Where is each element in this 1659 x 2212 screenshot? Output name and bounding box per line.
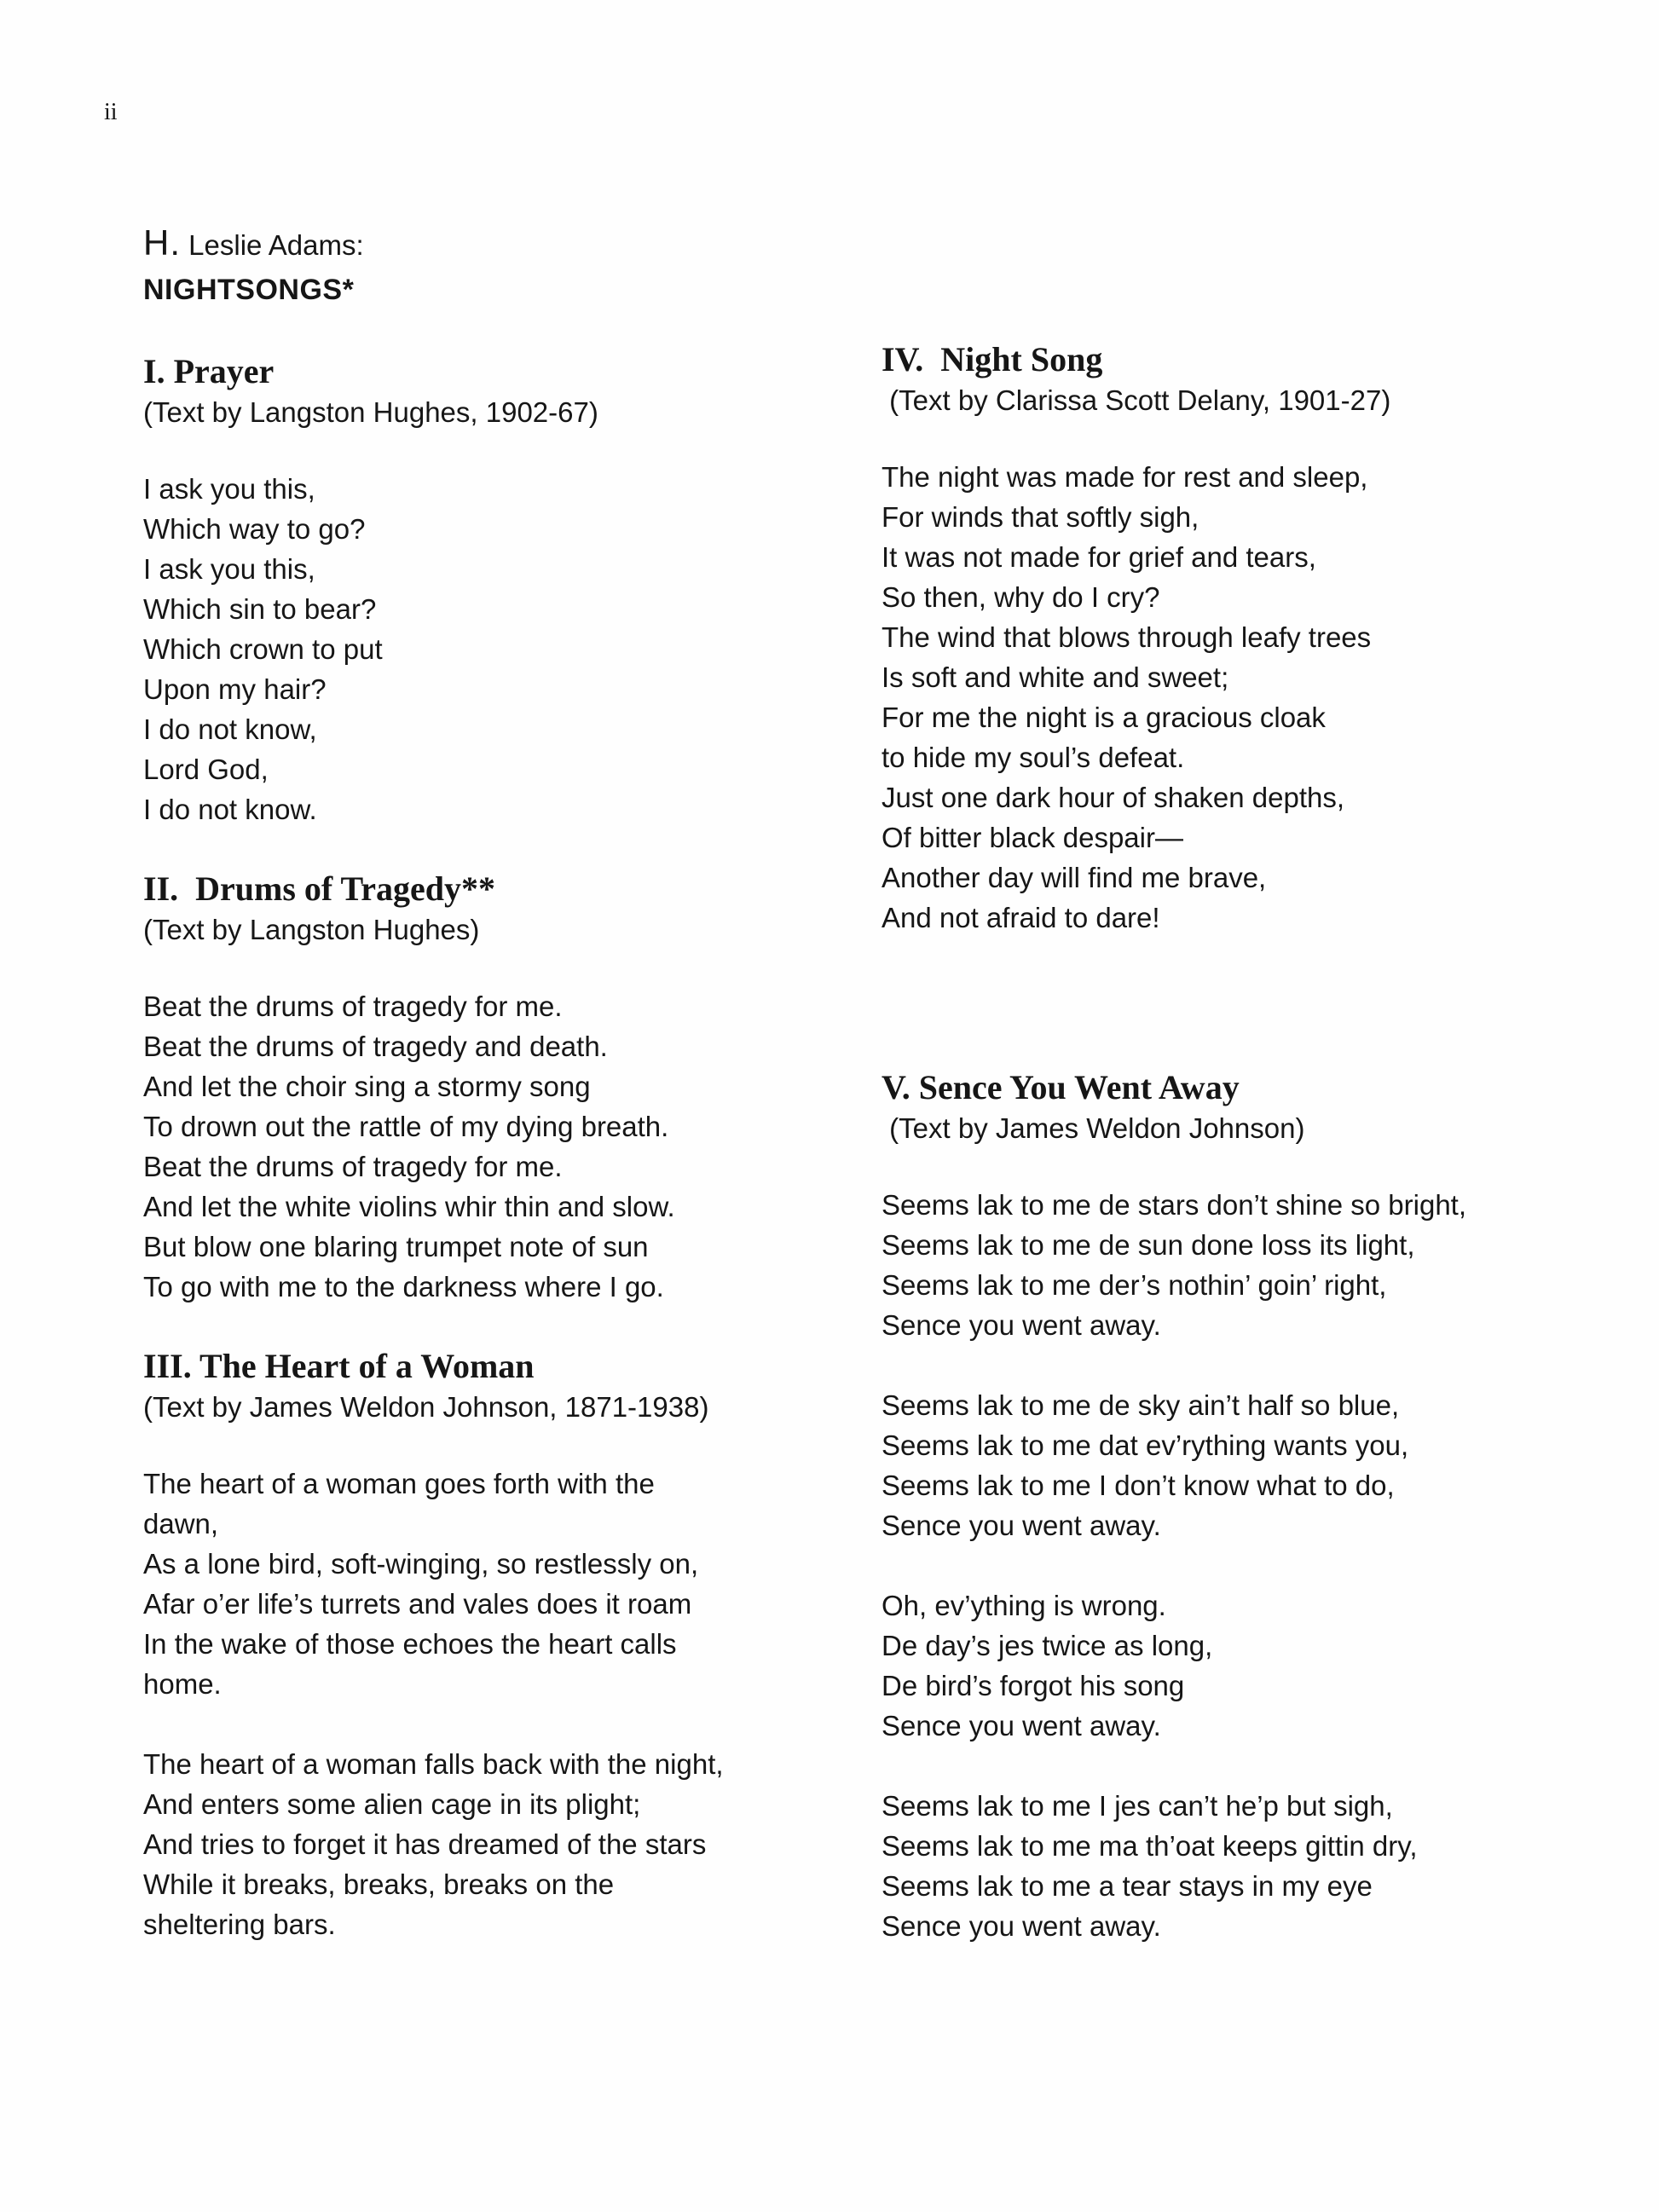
poem-line: In the wake of those echoes the heart calls <box>143 1628 677 1660</box>
poem-line: To drown out the rattle of my dying breath. <box>143 1111 669 1142</box>
section-iii-heart-of-a-woman <box>143 1346 893 1944</box>
poem-line: Seems lak to me der’s nothin’ goin’ right, <box>882 1269 1387 1301</box>
stanza <box>882 1585 1632 1746</box>
poem-line: It was not made for grief and tears, <box>882 541 1316 573</box>
poem-byline: (Text by Langston Hughes, 1902-67) <box>143 396 598 428</box>
poem-line: Upon my hair? <box>143 673 327 705</box>
poem-byline: (Text by Langston Hughes) <box>143 914 480 945</box>
poem-byline: (Text by James Weldon Johnson) <box>882 1112 1305 1144</box>
work-title: NIGHTSONGS* <box>143 274 355 306</box>
poem-line: De day’s jes twice as long, <box>882 1630 1213 1661</box>
poem-line: I do not know. <box>143 794 317 825</box>
stanza <box>143 469 893 829</box>
poem-line: Seems lak to me de sun done loss its light, <box>882 1229 1415 1261</box>
poem-byline: (Text by Clarissa Scott Delany, 1901-27) <box>882 384 1391 416</box>
poem-line: Lord God, <box>143 754 269 785</box>
stanza <box>143 1744 893 1944</box>
section-iv-night-song <box>882 339 1632 938</box>
stanza <box>143 1464 893 1704</box>
poem-line: And tries to forget it has dreamed of the stars <box>143 1828 707 1860</box>
poem-line: Seems lak to me de sky ain’t half so blue, <box>882 1389 1400 1421</box>
poem-line: Sence you went away. <box>882 1910 1161 1942</box>
poem-line: I ask you this, <box>143 473 315 505</box>
stanza <box>882 1786 1632 1946</box>
poem-line: Which crown to put <box>143 633 383 665</box>
poem-line: And let the white violins whir thin and slow. <box>143 1191 675 1222</box>
poem-line: Beat the drums of tragedy and death. <box>143 1031 608 1062</box>
poem-line: The heart of a woman falls back with the night, <box>143 1748 724 1780</box>
poem-line: Seems lak to me I don’t know what to do, <box>882 1470 1395 1501</box>
stanza <box>882 1385 1632 1545</box>
poem-line: Seems lak to me de stars don’t shine so bright, <box>882 1189 1467 1221</box>
stanza <box>882 1185 1632 1345</box>
poem-line: The wind that blows through leafy trees <box>882 621 1372 653</box>
page-number: ii <box>104 99 118 125</box>
poem-line: Sence you went away. <box>882 1309 1161 1341</box>
page-header <box>143 220 364 311</box>
poem-line: Of bitter black despair— <box>882 822 1183 853</box>
section-ii-drums-of-tragedy <box>143 869 893 1307</box>
stanza <box>143 986 893 1307</box>
poem-line: I do not know, <box>143 713 317 745</box>
poem-line: Seems lak to me I jes can’t he’p but sigh, <box>882 1790 1393 1822</box>
poem-line: Seems lak to me ma th’oat keeps gittin dry, <box>882 1830 1418 1862</box>
poem-title: V. Sence You Went Away <box>882 1068 1240 1106</box>
poem-byline: (Text by James Weldon Johnson, 1871-1938) <box>143 1391 709 1423</box>
poem-line: sheltering bars. <box>143 1909 336 1940</box>
poem-line: Seems lak to me dat ev’rything wants you, <box>882 1429 1409 1461</box>
poem-line: Sence you went away. <box>882 1510 1161 1541</box>
poem-line: Sence you went away. <box>882 1710 1161 1741</box>
poem-line: And enters some alien cage in its plight; <box>143 1788 641 1820</box>
poem-line: Seems lak to me a tear stays in my eye <box>882 1870 1373 1902</box>
poem-line: For winds that softly sigh, <box>882 501 1199 533</box>
poem-title: IV. Night Song <box>882 340 1103 378</box>
poem-line: But blow one blaring trumpet note of sun <box>143 1231 649 1262</box>
poem-line: So then, why do I cry? <box>882 581 1160 613</box>
poem-line: While it breaks, breaks, breaks on the <box>143 1868 615 1900</box>
poem-line: I ask you this, <box>143 553 315 585</box>
poem-line: As a lone bird, soft-winging, so restlessly on, <box>143 1548 699 1580</box>
poem-title: II. Drums of Tragedy** <box>143 869 495 908</box>
poem-line: Another day will find me brave, <box>882 862 1267 893</box>
stanza <box>882 457 1632 938</box>
left-column <box>143 351 893 1944</box>
composer-line <box>143 220 364 269</box>
poem-line: Beat the drums of tragedy for me. <box>143 1151 563 1182</box>
poem-line: home. <box>143 1668 222 1700</box>
poem-line: De bird’s forgot his song <box>882 1670 1185 1701</box>
poem-title: I. Prayer <box>143 352 275 390</box>
poem-line: Just one dark hour of shaken depths, <box>882 782 1345 813</box>
section-v-sence-you-went-away <box>882 1067 1632 1946</box>
poem-line: Afar o’er life’s turrets and vales does it roam <box>143 1588 692 1620</box>
poem-line: And let the choir sing a stormy song <box>143 1071 591 1102</box>
poem-title: III. The Heart of a Woman <box>143 1347 535 1385</box>
poem-line: Which sin to bear? <box>143 593 377 625</box>
poem-line: dawn, <box>143 1508 219 1539</box>
poem-line: To go with me to the darkness where I go. <box>143 1271 664 1302</box>
poem-line: Beat the drums of tragedy for me. <box>143 990 563 1022</box>
composer-initial: H. <box>143 222 181 263</box>
poem-line: Oh, ev’ything is wrong. <box>882 1590 1166 1621</box>
composer-name: Leslie Adams: <box>181 229 364 261</box>
poem-line: The heart of a woman goes forth with the <box>143 1468 655 1499</box>
section-i-prayer <box>143 351 893 829</box>
poem-line: For me the night is a gracious cloak <box>882 702 1326 733</box>
poem-line: to hide my soul’s defeat. <box>882 742 1185 773</box>
poem-line: Is soft and white and sweet; <box>882 661 1229 693</box>
poem-line: And not afraid to dare! <box>882 902 1160 933</box>
poem-line: Which way to go? <box>143 513 366 545</box>
poem-line: The night was made for rest and sleep, <box>882 461 1368 493</box>
right-column <box>882 339 1632 1946</box>
